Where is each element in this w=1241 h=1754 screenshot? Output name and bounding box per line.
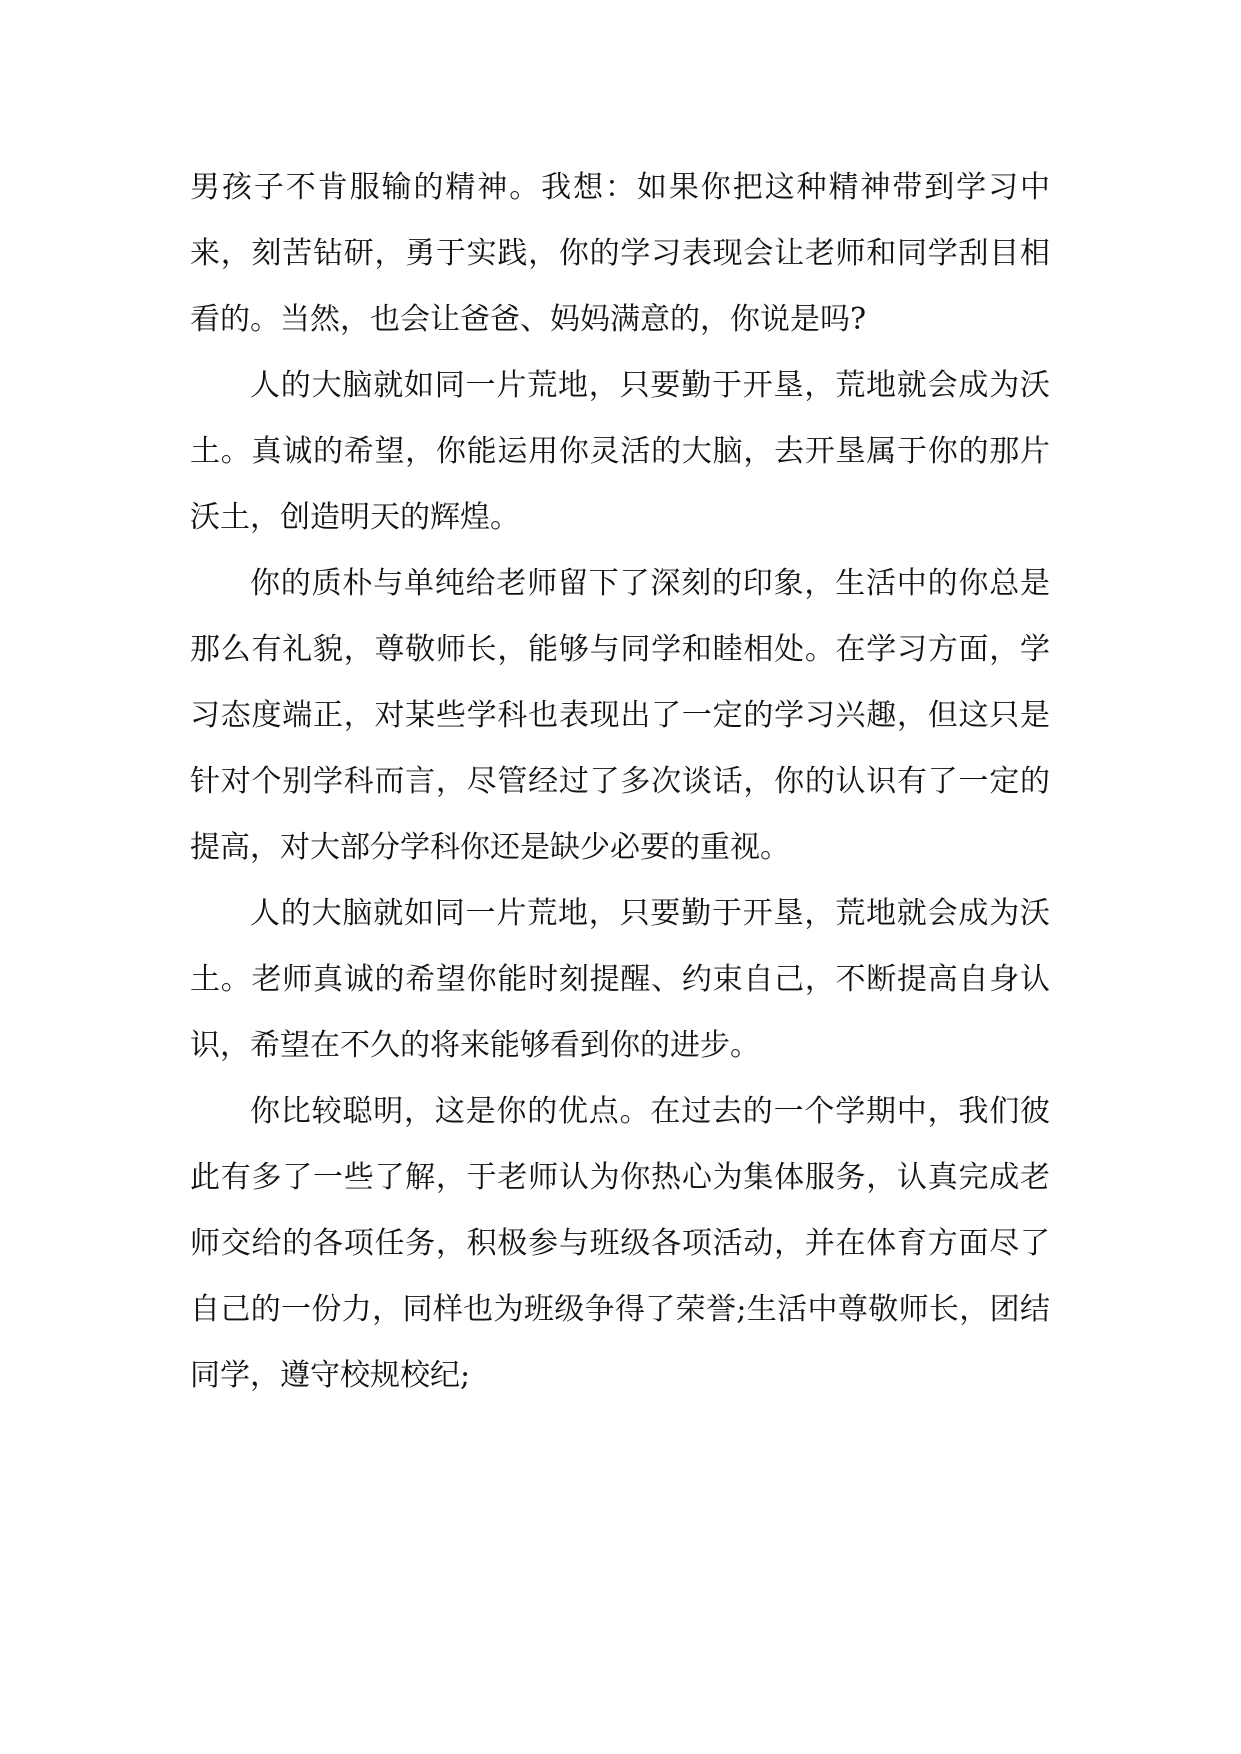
- paragraph-3: 你的质朴与单纯给老师留下了深刻的印象，生活中的你总是那么有礼貌，尊敬师长，能够与同学和睦相处。在学习方面，学习态度端正，对某些学科也表现出了一定的学习兴趣，但这只是针对个别学科而言，尽管经过了多次谈话，你的认识有了一定的提高，对大部分学科你还是缺少必要的重视。: [190, 566, 1050, 865]
- paragraph-5: 你比较聪明，这是你的优点。在过去的一个学期中，我们彼此有多了一些了解，于老师认为你热心为集体服务，认真完成老师交给的各项任务，积极参与班级各项活动，并在体育方面尽了自己的一份力，同样也为班级争得了荣誉;生活中尊敬师长，团结同学，遵守校规校纪;: [190, 1094, 1050, 1393]
- document-body: [190, 155, 1050, 1409]
- paragraph-1: 男孩子不肯服输的精神。我想：如果你把这种精神带到学习中来，刻苦钻研，勇于实践，你的学习表现会让老师和同学刮目相看的。当然，也会让爸爸、妈妈满意的，你说是吗?: [190, 170, 1050, 337]
- paragraph-2: 人的大脑就如同一片荒地，只要勤于开垦，荒地就会成为沃土。真诚的希望，你能运用你灵活的大脑，去开垦属于你的那片沃土，创造明天的辉煌。: [190, 368, 1050, 535]
- paragraph-4: 人的大脑就如同一片荒地，只要勤于开垦，荒地就会成为沃土。老师真诚的希望你能时刻提醒、约束自己，不断提高自身认识，希望在不久的将来能够看到你的进步。: [190, 896, 1050, 1063]
